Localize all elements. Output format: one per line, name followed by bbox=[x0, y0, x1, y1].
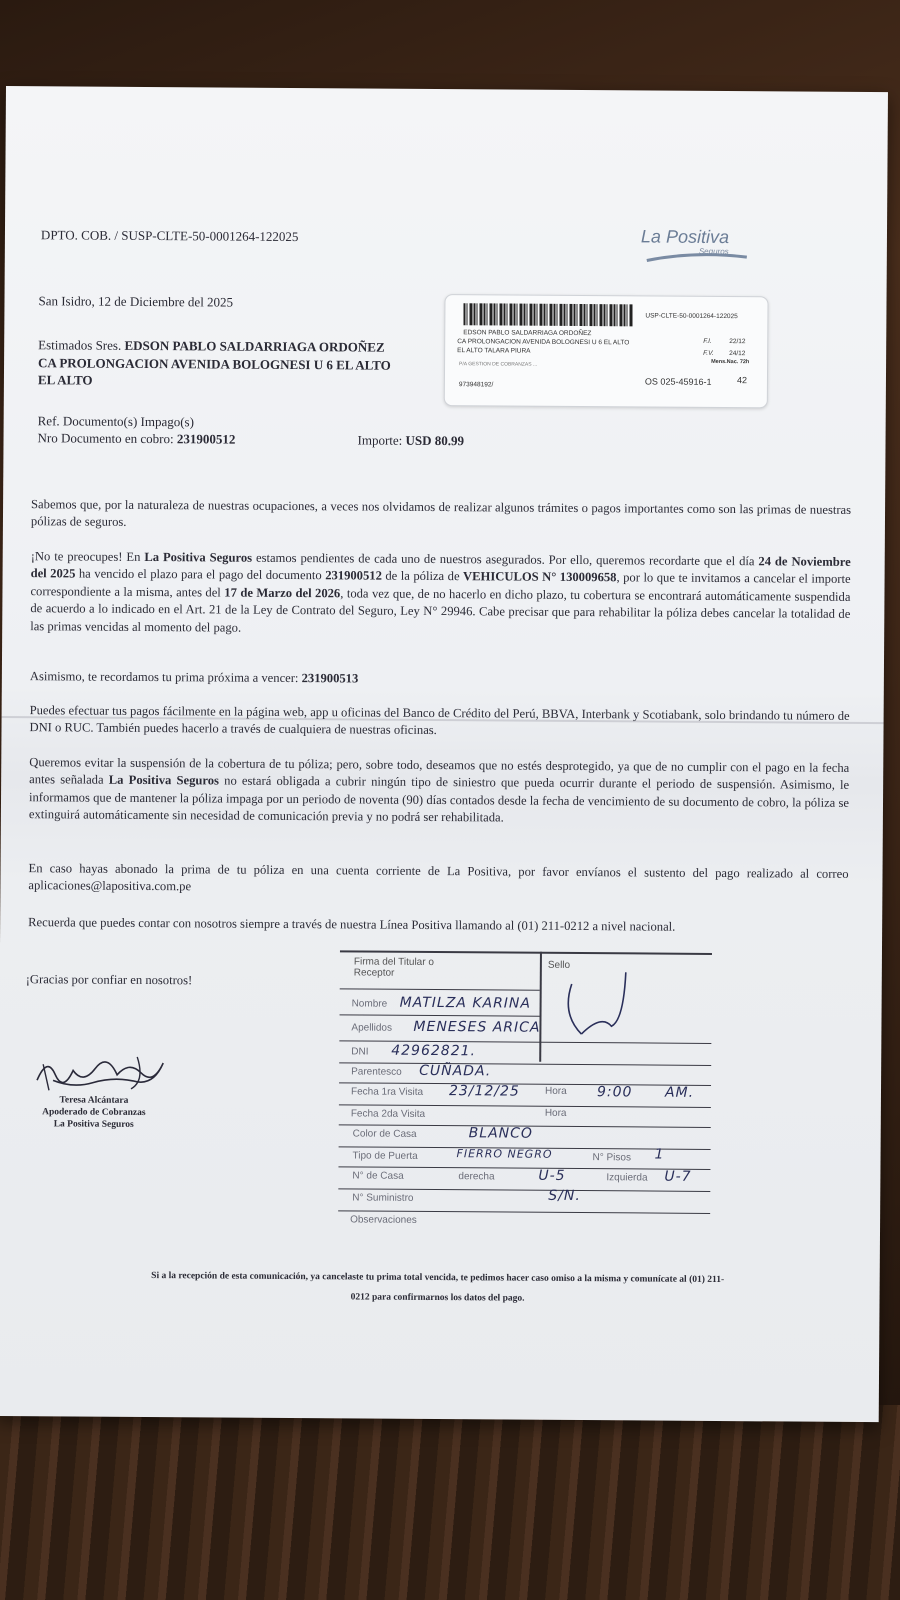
form-line bbox=[339, 1082, 711, 1086]
receiver-signature-image bbox=[551, 964, 632, 1045]
apellidos-label: Apellidos bbox=[351, 1022, 393, 1034]
paragraph-4: Puedes efectuar tus pagos fácilmente en la página web, app u oficinas del Banco de Crédito del Perú, BBVA, Interbank y Scotiabank, solo brindando tu número de DNI o RUC. También puedes hacerlo a través de cualquiera de nuestras oficinas. bbox=[29, 703, 850, 738]
suministro-label: N° Suministro bbox=[352, 1192, 414, 1204]
form-line bbox=[338, 1166, 710, 1170]
form-line bbox=[339, 1062, 711, 1066]
form-line bbox=[340, 988, 540, 990]
barcode-icon bbox=[463, 303, 633, 326]
form-top-line bbox=[340, 950, 712, 955]
form-line bbox=[338, 1188, 710, 1192]
color-label: Color de Casa bbox=[352, 1128, 417, 1140]
ncasa-label: N° de Casa bbox=[352, 1170, 404, 1182]
sello-label: Sello bbox=[547, 959, 571, 971]
label-addr1: CA PROLONGACION AVENIDA BOLOGNESI U 6 EL ALTO bbox=[457, 338, 630, 347]
fecha1-label: Fecha 1ra Visita bbox=[350, 1086, 424, 1098]
dni-label: DNI bbox=[351, 1046, 369, 1058]
hora1-value: 9:00 bbox=[596, 1084, 633, 1101]
label-gestion: P/A GESTION DE COBRANZAS ... bbox=[459, 361, 538, 368]
izquierda-label: Izquierda bbox=[606, 1172, 648, 1184]
nro-label: Nro Documento en cobro: bbox=[37, 430, 174, 447]
label-code: USP-CLTE-50-0001264-122025 bbox=[645, 312, 738, 321]
signatory-role: Apoderado de Cobranzas bbox=[42, 1107, 146, 1118]
dni-value: 42962821. bbox=[391, 1042, 477, 1060]
hora1-label: Hora bbox=[544, 1085, 567, 1097]
paragraph-3: Asimismo, te recordamos tu prima próxima a vencer: 231900513 bbox=[29, 669, 359, 686]
thanks-line: ¡Gracias por confiar en nosotros! bbox=[25, 972, 193, 988]
nombre-label: Nombre bbox=[351, 998, 388, 1010]
signatory-name: Teresa Alcántara bbox=[59, 1095, 129, 1106]
signature-image bbox=[33, 1050, 183, 1095]
logo-swoosh-icon bbox=[645, 252, 749, 263]
form-line bbox=[339, 1104, 711, 1108]
address-label bbox=[444, 294, 769, 408]
letter-page bbox=[0, 86, 888, 1422]
firma-label: Firma del Titular o Receptor bbox=[353, 956, 434, 979]
importe-value: USD 80.99 bbox=[405, 432, 465, 449]
label-fv: F.V. bbox=[703, 349, 714, 357]
label-fi: F.I. bbox=[703, 337, 712, 345]
fecha2-label: Fecha 2da Visita bbox=[350, 1108, 426, 1120]
recipient-line bbox=[38, 336, 385, 355]
derecha-label: derecha bbox=[458, 1171, 495, 1183]
apellidos-value: MENESES ARICA bbox=[413, 1018, 541, 1036]
label-fi-value: 22/12 bbox=[729, 338, 746, 346]
color-value: BLANCO bbox=[468, 1125, 534, 1142]
importe bbox=[357, 431, 464, 449]
suministro-value: S/N. bbox=[548, 1187, 581, 1205]
ref-line: Ref. Documento(s) Impago(s) bbox=[37, 413, 195, 430]
la-positiva-logo bbox=[641, 226, 751, 277]
recipient-addr2: EL ALTO bbox=[37, 372, 93, 388]
logo-name: La Positiva bbox=[640, 226, 730, 248]
pisos-value: 1 bbox=[654, 1146, 665, 1163]
footer-line1: Si a la recepción de esta comunicación, ya cancelaste tu prima total vencida, te pedimos hacer caso omiso a la misma y comunícate al (01) 211- bbox=[151, 1271, 725, 1286]
recipient-addr1: CA PROLONGACION AVENIDA BOLOGNESI U 6 EL ALTO bbox=[38, 355, 391, 373]
nro-documento bbox=[37, 429, 235, 447]
derecha-value: U-5 bbox=[538, 1167, 566, 1184]
nro-value: 231900512 bbox=[176, 431, 236, 447]
wooden-table bbox=[0, 1405, 900, 1600]
label-mens: Mens.Nac. 72h bbox=[711, 358, 750, 366]
label-name: EDSON PABLO SALDARRIAGA ORDOÑEZ bbox=[463, 329, 592, 338]
hora2-label: Hora bbox=[544, 1107, 567, 1119]
dpto-reference: DPTO. COB. / SUSP-CLTE-50-0001264-122025 bbox=[40, 227, 299, 245]
salutation: Estimados Sres. bbox=[38, 337, 122, 353]
parentesco-value: CUÑADA. bbox=[419, 1062, 492, 1080]
footer-line2: 0212 para confirmarnos los datos del pago. bbox=[350, 1292, 525, 1304]
fecha1-value: 23/12/25 bbox=[448, 1083, 520, 1100]
form-divider bbox=[539, 952, 541, 1062]
pisos-label: N° Pisos bbox=[592, 1152, 632, 1164]
recipient-name: EDSON PABLO SALDARRIAGA ORDOÑEZ bbox=[124, 337, 385, 355]
form-line bbox=[338, 1210, 710, 1214]
observaciones-label: Observaciones bbox=[350, 1214, 417, 1226]
paragraph-7: Recuerda que puedes contar con nosotros siempre a través de nuestra Línea Positiva llamando al (01) 211-0212 a nivel nacional. bbox=[28, 915, 676, 934]
label-addr2: EL ALTO TALARA PIURA bbox=[457, 347, 531, 355]
parentesco-label: Parentesco bbox=[351, 1066, 402, 1078]
label-phone: 973948192/ bbox=[458, 381, 494, 389]
label-num: 42 bbox=[736, 375, 748, 386]
logo-sub: Seguros bbox=[698, 246, 729, 257]
letter-date: San Isidro, 12 de Diciembre del 2025 bbox=[38, 293, 234, 310]
signatory-block bbox=[19, 1094, 169, 1131]
importe-label: Importe: bbox=[357, 432, 403, 448]
izquierda-value: U-7 bbox=[664, 1168, 692, 1185]
paragraph-5: Queremos evitar la suspensión de la cobertura de tu póliza; pero, sobre todo, deseamos que no estés desprotegido, ya que de no cumplir con el pago en la fecha antes señalada La Positiva Seguros no estará obligada a cubrir ningún tipo de siniestro que pueda ocurrir durante el periodo de suspensión. Asimismo, le informamos que de mantener la póliza impaga por un periodo de noventa (90) días contados desde la fecha de vencimiento de su documento de cobro, la póliza se extinguirá automáticamente sin necesidad de comunicación previa y no podrá ser rehabilitada. bbox=[28, 755, 850, 825]
paragraph-1: Sabemos que, por la naturaleza de nuestras ocupaciones, a veces nos olvidamos de realizar algunos trámites o pagos importantes como son las primas de nuestras pólizas de seguros. bbox=[30, 497, 852, 530]
paragraph-6: En caso hayas abonado la prima de tu póliza en una cuenta corriente de La Positiva, por favor envíanos el sustento del pago realizado al correo aplicaciones@lapositiva.com.pe bbox=[28, 861, 849, 894]
visit-form bbox=[338, 948, 712, 1241]
paragraph-2: ¡No te preocupes! En La Positiva Seguros estamos pendientes de cada uno de nuestros asegurados. Por ello, queremos recordarte que el día 24 de Noviembre del 2025 ha vencido el plazo para el pago del documento 231900512 de la póliza de VEHICULOS N° 130009658, por lo que te invitamos a cancelar el importe correspondiente a la misma, antes del 17 de Marzo del 2026, toda vez que, de no hacerlo en dicho plazo, tu cobertura se encontrará automáticamente suspendida de acuerdo a lo indicado en el Art. 21 de la Ley de Contrato del Seguro, Ley N° 29946. Cabe precisar que para rehabilitar la póliza debes cancelar la totalidad de las primas vencidas al momento del pago. bbox=[30, 549, 851, 635]
signatory-company: La Positiva Seguros bbox=[53, 1119, 134, 1130]
label-os: OS 025-45916-1 bbox=[644, 376, 712, 387]
form-line bbox=[340, 1014, 540, 1016]
nombre-value: MATILZA KARINA bbox=[399, 994, 532, 1012]
puerta-value: FIERRO NEGRO bbox=[456, 1147, 553, 1161]
puerta-label: Tipo de Puerta bbox=[352, 1150, 418, 1162]
label-fv-value: 24/12 bbox=[729, 350, 746, 358]
ampm-value: AM. bbox=[664, 1084, 695, 1101]
